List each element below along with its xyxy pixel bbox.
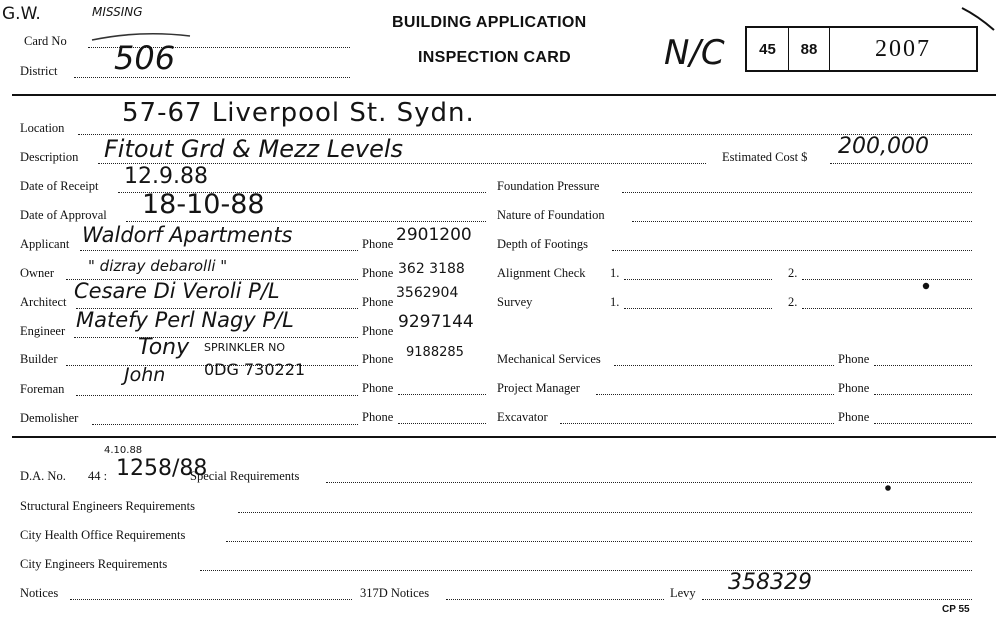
architect-value: Cesare Di Veroli P/L [74,279,280,303]
city-eng-line [200,570,972,571]
mechanical-phone-label: Phone [838,352,870,366]
pm-phone-line [874,394,972,395]
approval-label: Date of Approval [20,208,107,222]
mechanical-phone-line [874,365,972,366]
survey-1-label: 1. [610,295,620,309]
pm-label: Project Manager [497,381,580,395]
engineer-line [74,337,358,338]
notices-label: Notices [20,586,59,600]
mechanical-line [614,365,834,366]
demolisher-label: Demolisher [20,411,79,425]
excavator-line [560,423,834,424]
health-line [226,541,972,542]
levy-value: 358329 [728,570,812,595]
top-divider [12,94,996,96]
applicant-phone-value: 2901200 [396,225,472,245]
excavator-label: Excavator [497,410,548,424]
description-value: Fitout Grd & Mezz Levels [104,135,404,163]
builder-phone-label: Phone [362,352,394,366]
engineer-label: Engineer [20,324,66,338]
reference-box [745,26,978,72]
district-value: 506 [114,39,176,77]
applicant-phone-label: Phone [362,237,394,251]
excavator-phone-line [874,423,972,424]
owner-value: " dizray debarolli " [88,257,228,275]
foreman-phone-label: Phone [362,381,394,395]
depth-footings-label: Depth of Footings [497,237,588,251]
da-date: 4.10.88 [104,445,143,456]
engineer-value: Matefy Perl Nagy P/L [76,308,294,332]
notices-317-label: 317D Notices [360,586,430,600]
description-label: Description [20,150,79,164]
builder-phone-value: 9188285 [406,345,464,360]
alignment-label: Alignment Check [497,266,586,280]
da-prefix: 44 : [88,469,108,483]
engineer-phone-label: Phone [362,324,394,338]
pm-line [596,394,834,395]
da-label: D.A. No. [20,469,66,483]
levy-line [702,599,972,600]
architect-label: Architect [20,295,67,309]
survey-label: Survey [497,295,533,309]
title-line2: INSPECTION CARD [418,49,571,66]
estimated-cost-value: 200,000 [838,134,929,159]
location-value: 57-67 Liverpool St. Sydn. [122,98,475,128]
applicant-label: Applicant [20,237,70,251]
nc-mark: N/C [664,33,725,73]
survey-2-line [802,308,972,309]
approval-value: 18-10-88 [142,189,265,220]
foundation-pressure-line [622,192,972,193]
card-no-label: Card No [24,34,67,48]
notices-317-line [446,599,664,600]
alignment-2-label: 2. [788,266,798,280]
ref-box-3: 2007 [875,35,931,62]
structural-label: Structural Engineers Requirements [20,499,195,513]
mechanical-label: Mechanical Services [497,352,601,366]
owner-phone-label: Phone [362,266,394,280]
district-label: District [20,64,58,78]
foundation-pressure-label: Foundation Pressure [497,179,600,193]
levy-label: Levy [670,586,696,600]
da-value: 1258/88 [116,456,208,481]
health-label: City Health Office Requirements [20,528,186,542]
depth-footings-line [612,250,972,251]
demolisher-phone-line [398,423,486,424]
ink-dot [923,283,929,289]
nature-foundation-line [632,221,972,222]
ink-dot [885,485,891,491]
demolisher-phone-label: Phone [362,410,394,424]
title-line1: BUILDING APPLICATION [392,14,587,31]
city-eng-label: City Engineers Requirements [20,557,168,571]
applicant-line [80,250,358,251]
corner-note: G.W. [2,4,41,24]
nature-foundation-label: Nature of Foundation [497,208,605,222]
receipt-value: 12.9.88 [124,164,208,189]
foreman-line [76,395,358,396]
approval-line [126,221,486,222]
ref-box-2: 88 [789,28,830,70]
estimated-cost-label: Estimated Cost $ [722,150,808,164]
notices-line [70,599,352,600]
excavator-phone-label: Phone [838,410,870,424]
special-label: Special Requirements [190,469,300,483]
alignment-2-line [802,279,972,280]
foreman-phone-line [398,394,486,395]
structural-line [238,512,972,513]
builder-note: SPRINKLER NO [204,341,286,354]
builder-value: Tony [138,335,190,360]
ref-box-1: 45 [747,28,789,70]
applicant-value: Waldorf Apartments [82,223,293,247]
owner-phone-value: 362 3188 [398,261,465,277]
builder-label: Builder [20,352,58,366]
alignment-1-line [624,279,772,280]
survey-1-line [624,308,772,309]
foreman-note: 0DG 730221 [204,360,306,379]
survey-2-label: 2. [788,295,798,309]
alignment-1-label: 1. [610,266,620,280]
foreman-label: Foreman [20,382,65,396]
pm-phone-label: Phone [838,381,870,395]
architect-phone-label: Phone [362,295,394,309]
missing-note: MISSING [92,5,143,19]
form-code: CP 55 [942,604,970,615]
engineer-phone-value: 9297144 [398,312,474,332]
estimated-cost-line [830,163,972,164]
demolisher-line [92,424,358,425]
architect-phone-value: 3562904 [396,285,459,301]
location-label: Location [20,121,65,135]
receipt-label: Date of Receipt [20,179,99,193]
foreman-value: John [124,364,166,386]
owner-label: Owner [20,266,55,280]
middle-divider [12,436,996,438]
district-line [74,77,350,78]
special-line [326,482,972,483]
